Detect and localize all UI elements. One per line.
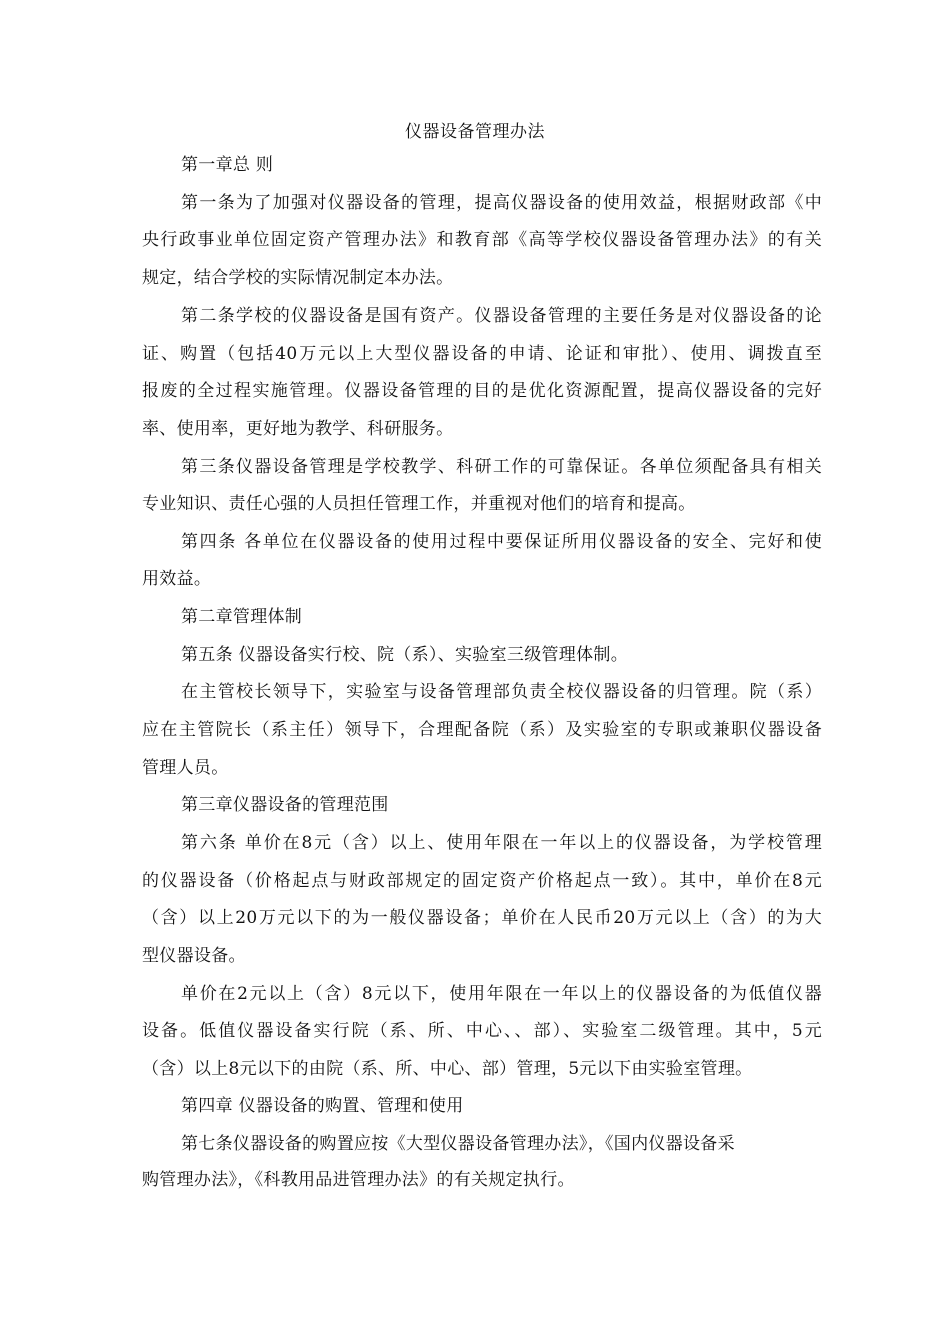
paragraph-line: 管理人员。 [142, 758, 229, 778]
paragraph-line: （含）以上20万元以下的为一般仪器设备；单价在人民币20万元以上（含）的为大 [142, 908, 822, 928]
paragraph-line: 率、使用率，更好地为教学、科研服务。 [142, 419, 454, 439]
paragraph-line: 规定，结合学校的实际情况制定本办法。 [142, 268, 454, 288]
paragraph-line: 应在主管院长（系主任）领导下，合理配备院（系）及实验室的专职或兼职仪器设备 [142, 720, 822, 740]
paragraph-line: 第四条 各单位在仪器设备的使用过程中要保证所用仪器设备的安全、完好和使 [181, 532, 822, 552]
paragraph-line: 第三条仪器设备管理是学校教学、科研工作的可靠保证。各单位须配备具有相关 [181, 457, 822, 477]
paragraph-line: 第五条 仪器设备实行校、院（系）、实验室三级管理体制。 [181, 645, 629, 665]
paragraph-line: 第六条 单价在8元（含）以上、使用年限在一年以上的仪器设备，为学校管理 [181, 833, 822, 853]
paragraph-line: 型仪器设备。 [142, 946, 246, 966]
paragraph-line: 央行政事业单位固定资产管理办法》和教育部《高等学校仪器设备管理办法》的有关 [142, 230, 822, 250]
paragraph-line: 设备。低值仪器设备实行院（系、所、中心、、部）、实验室二级管理。其中，5元 [142, 1021, 822, 1041]
chapter-4-heading: 第四章 仪器设备的购置、管理和使用 [181, 1096, 464, 1116]
paragraph-line: 第二条学校的仪器设备是国有资产。仪器设备管理的主要任务是对仪器设备的论 [181, 306, 822, 326]
paragraph-line: 用效益。 [142, 569, 212, 589]
paragraph-line: 单价在2元以上（含）8元以下，使用年限在一年以上的仪器设备的为低值仪器 [181, 984, 822, 1004]
chapter-3-heading: 第三章仪器设备的管理范围 [181, 795, 389, 815]
chapter-1-heading: 第一章总 则 [181, 155, 274, 175]
document-title: 仪器设备管理办法 [405, 122, 545, 142]
paragraph-line: 证、购置（包括40万元以上大型仪器设备的申请、论证和审批）、使用、调拨直至 [142, 344, 822, 364]
paragraph-line: 专业知识、责任心强的人员担任管理工作，并重视对他们的培育和提高。 [142, 494, 696, 514]
chapter-2-heading: 第二章管理体制 [181, 607, 303, 627]
paragraph-line: 在主管校长领导下，实验室与设备管理部负责全校仪器设备的归管理。院（系） [181, 682, 822, 702]
paragraph-line: 报废的全过程实施管理。仪器设备管理的目的是优化资源配置，提高仪器设备的完好 [142, 381, 822, 401]
paragraph-line: 购管理办法》，《科教用品进管理办法》的有关规定执行。 [142, 1170, 575, 1190]
paragraph-line: 的仪器设备（价格起点与财政部规定的固定资产价格起点一致）。其中，单价在8元 [142, 871, 822, 891]
paragraph-line: 第七条仪器设备的购置应按《大型仪器设备管理办法》，《国内仪器设备采 [181, 1134, 735, 1154]
paragraph-line: 第一条为了加强对仪器设备的管理，提高仪器设备的使用效益，根据财政部《中 [181, 193, 822, 213]
paragraph-line: （含）以上8元以下的由院（系、所、中心、部）管理，5元以下由实验室管理。 [142, 1059, 753, 1079]
